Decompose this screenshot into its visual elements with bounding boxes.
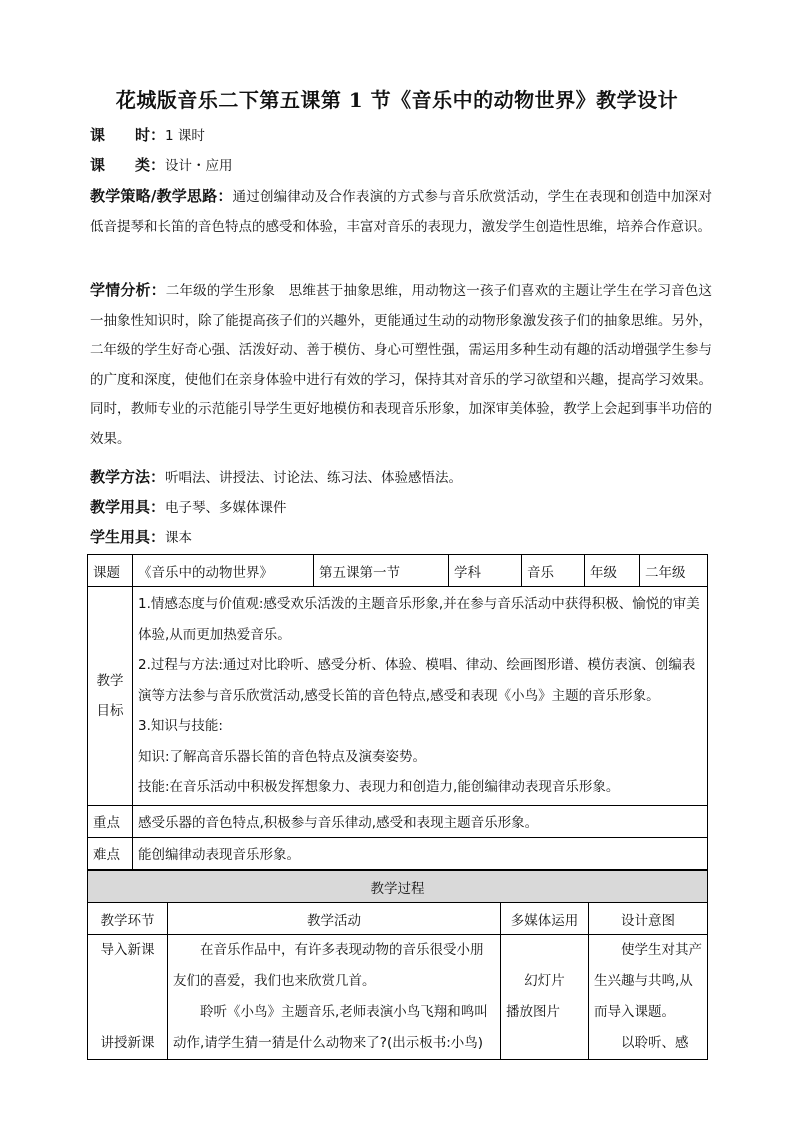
- class-hours-row: [90, 120, 712, 151]
- key-point-value: 感受乐器的音色特点,积极参与音乐律动,感受和表现主题音乐形象。: [133, 805, 708, 837]
- key-point-row: [88, 805, 708, 837]
- teacher-tools-label: 教学用具：: [90, 498, 166, 516]
- class-hours-value: 1 课时: [165, 128, 205, 144]
- student-tools-label: 学生用具：: [90, 528, 166, 546]
- lesson-value: 第五课第一节: [314, 555, 449, 587]
- goal-item: 1.情感态度与价值观:感受欢乐活泼的主题音乐形象,并在参与音乐活动中获得积极、愉悦的审美体验,从而更加热爱音乐。: [138, 596, 700, 643]
- intent-listen: 以聆听、感: [621, 1035, 689, 1051]
- goal-item: 技能:在音乐活动中积极发挥想象力、表现力和创造力,能创编律动表现音乐形象。: [138, 779, 620, 795]
- process-section-title: 教学过程: [88, 871, 708, 903]
- student-tools-row: [90, 522, 712, 553]
- activity-listen: 聆听《小鸟》主题音乐,老师表演小鸟飞翔和鸣叫动作,请学生猜一猜是什么动物来了?(出示板书:小鸟): [173, 1004, 488, 1051]
- methods-row: [90, 462, 712, 493]
- teaching-process-table: [87, 870, 708, 1060]
- header-activity: 教学活动: [168, 903, 501, 935]
- class-type-value: 设计・应用: [165, 158, 233, 174]
- header-stage: 教学环节: [88, 903, 168, 935]
- topic-value: 《音乐中的动物世界》: [133, 555, 314, 587]
- strategy-label: 教学策略/教学思路：: [90, 187, 233, 205]
- topic-label: 课题: [88, 555, 133, 587]
- page-title: 花城版音乐二下第五课第 1 节《音乐中的动物世界》教学设计: [115, 88, 679, 112]
- media-cell: [501, 935, 589, 1060]
- class-type-label: 课 类：: [90, 156, 166, 174]
- strategy-paragraph: [90, 182, 712, 242]
- goals-label-line2: 目标: [96, 702, 124, 719]
- key-point-label: 重点: [88, 805, 133, 837]
- student-tools-text: 课本: [165, 530, 193, 546]
- grade-label: 年级: [585, 555, 640, 587]
- goals-content: [133, 587, 708, 806]
- stage-cell: [88, 935, 168, 1060]
- difficulty-label: 难点: [88, 837, 133, 869]
- goal-item: 2.过程与方法:通过对比聆听、感受分析、体验、模唱、律动、绘画图形谱、模仿表演、创编表演等方法参与音乐欣赏活动,感受长笛的音色特点,感受和表现《小鸟》主题的音乐形象。: [138, 657, 696, 704]
- difficulty-row: [88, 837, 708, 869]
- strategy-text: 通过创编律动及合作表演的方式参与音乐欣赏活动，学生在表现和创造中加深对低音提琴和长笛的音色特点的感受和体验，丰富对音乐的表现力，激发学生创造性思维，培养合作意识。: [90, 189, 712, 235]
- methods-text: 听唱法、讲授法、讨论法、练习法、体验感悟法。: [165, 470, 463, 486]
- teacher-tools-row: [90, 492, 712, 523]
- stage-intro: 导入新课: [100, 942, 155, 958]
- class-type-row: [90, 150, 712, 181]
- process-row: [88, 935, 708, 1060]
- intent-cell: [589, 935, 708, 1060]
- header-media: 多媒体运用: [501, 903, 589, 935]
- subject-value: 音乐: [522, 555, 585, 587]
- lesson-info-table: [87, 554, 708, 870]
- header-intent: 设计意图: [589, 903, 708, 935]
- goals-label-line1: 教学: [96, 672, 124, 689]
- process-header-row: [88, 903, 708, 935]
- activity-cell: [168, 935, 501, 1060]
- subject-label: 学科: [449, 555, 522, 587]
- methods-label: 教学方法：: [90, 468, 166, 486]
- goals-row: [88, 587, 708, 806]
- teacher-tools-text: 电子琴、多媒体课件: [165, 500, 287, 516]
- class-hours-label: 课 时：: [90, 126, 166, 144]
- media-images: 播放图片: [506, 1004, 560, 1020]
- analysis-text: 二年级的学生形象 思维甚于抽象思维，用动物这一孩子们喜欢的主题让学生在学习音色这一抽象性知识时，除了能提高孩子们的兴趣外，更能通过生动的动物形象激发孩子们的抽象思维。另外，二年级的学生好奇心强、活泼好动、善于模仿、身心可塑性强，需运用多种生动有趣的活动增强学生参与的广度和深度，使他们在亲身体验中进行有效的学习，保持其对音乐的学习欲望和兴趣，提高学习效果。同时，教师专业的示范能引导学生更好地模仿和表现音乐形象，加深审美体验，教学上会起到事半功倍的效果。: [90, 283, 712, 447]
- media-slides: 幻灯片: [524, 973, 565, 989]
- analysis-paragraph: [90, 276, 712, 454]
- grade-value: 二年级: [640, 555, 708, 587]
- goal-item: 知识:了解高音乐器长笛的音色特点及演奏姿势。: [138, 748, 427, 765]
- analysis-label: 学情分析：: [90, 281, 166, 299]
- stage-teach: 讲授新课: [100, 1035, 155, 1051]
- activity-intro: 在音乐作品中，有许多表现动物的音乐很受小朋友们的喜爱，我们也来欣赏几首。: [173, 942, 484, 989]
- intent-intro: 使学生对其产生兴趣与共鸣,从而导入课题。: [594, 942, 702, 1020]
- topic-row: [88, 555, 708, 587]
- goal-item: 3.知识与技能:: [138, 718, 223, 734]
- goals-label: [88, 587, 133, 806]
- difficulty-value: 能创编律动表现音乐形象。: [133, 837, 708, 869]
